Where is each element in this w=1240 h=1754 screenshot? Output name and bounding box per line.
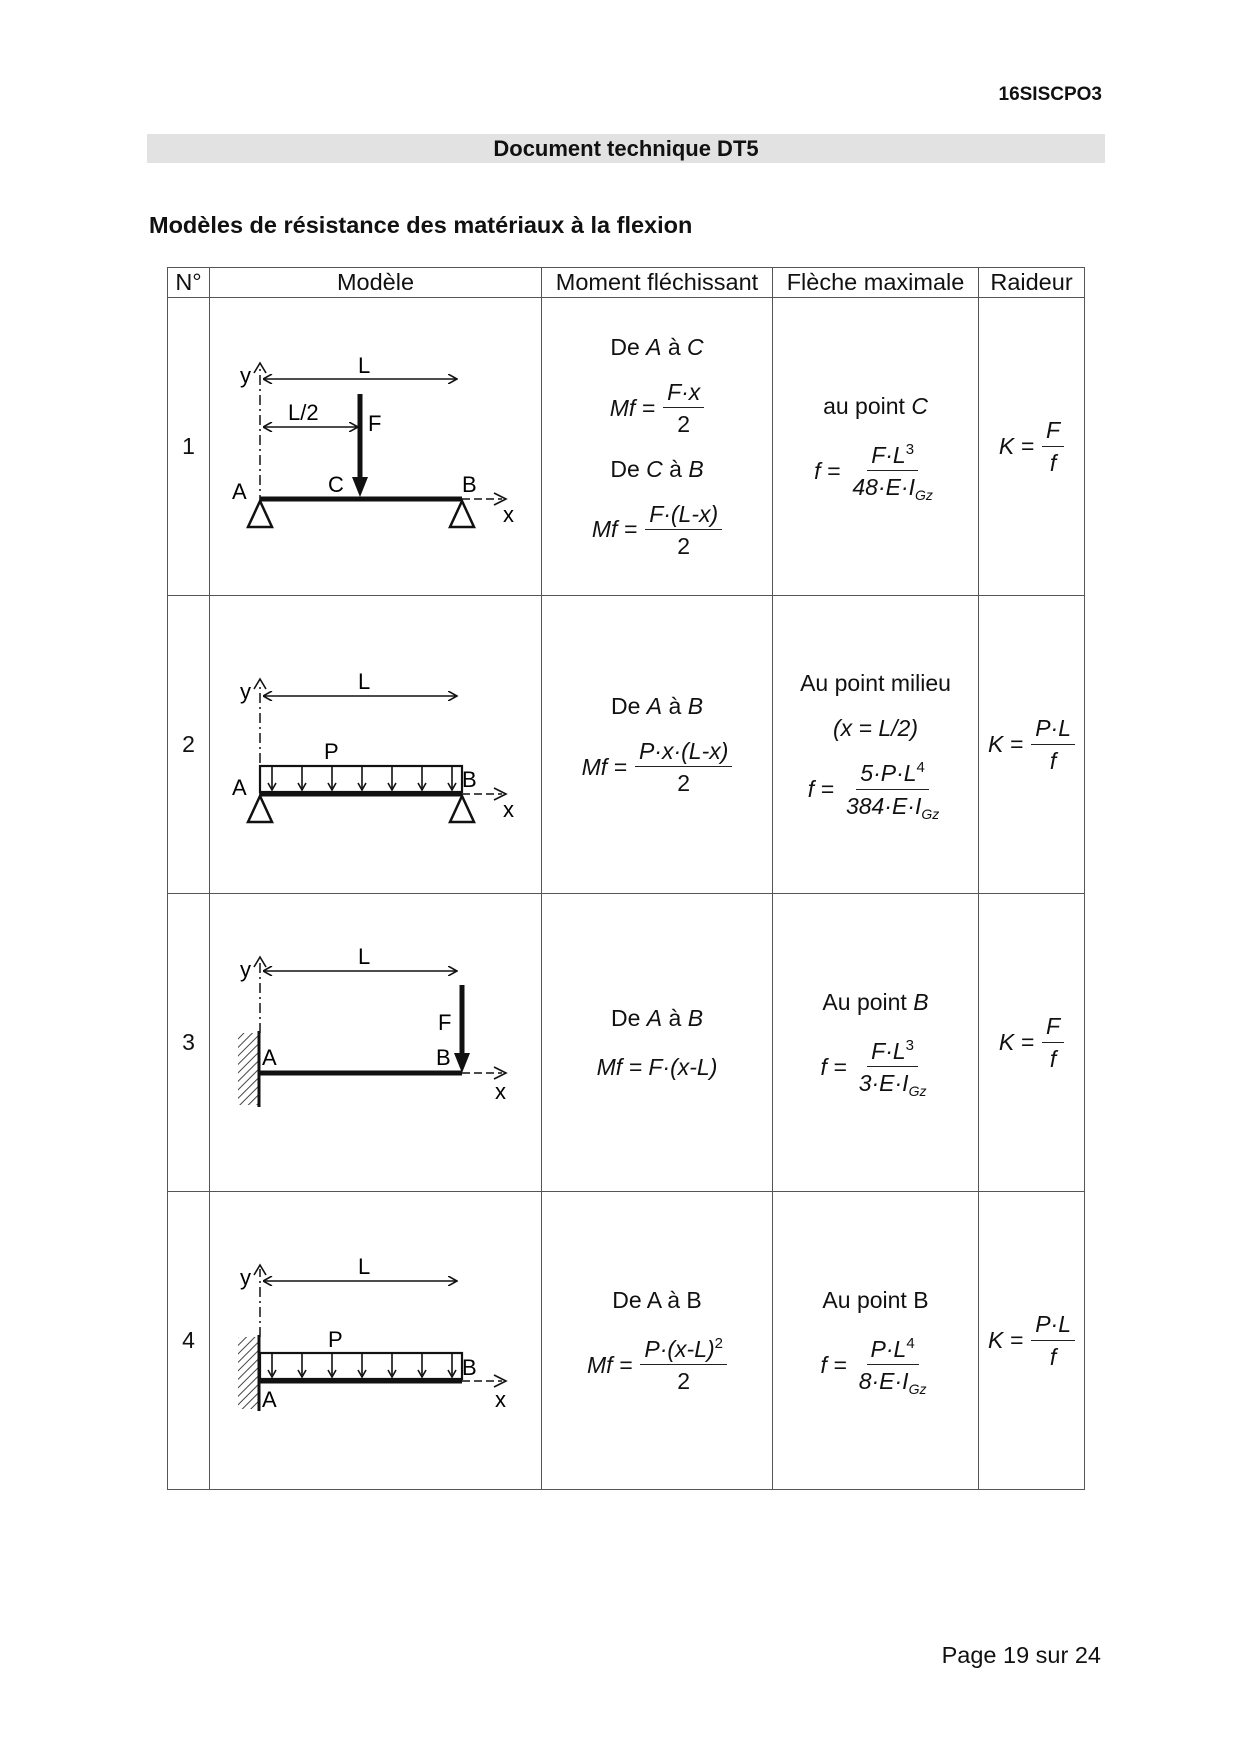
stiffness-cell [979,1192,1085,1490]
y-axis-label: y [239,1264,251,1290]
x-axis-label: x [502,796,514,822]
table-row [168,596,1085,894]
segment-label: De A à B [610,692,704,719]
point-B-label: B [461,1354,477,1380]
row-number: 2 [168,596,210,894]
segment-label: De A à B [610,1004,704,1031]
table-header-row [168,268,1085,298]
row-number: 1 [168,298,210,596]
point-A-label: A [261,1386,277,1412]
point-B-label: B [435,1044,451,1070]
deflection-point-label: au point C [823,392,928,419]
simply-supported-point-load-diagram [216,337,536,557]
section-title: Modèles de résistance des matériaux à la flexion [149,212,693,238]
stiffness-formula: K = $\frac{P\cdot L}{f}$ [988,1311,1075,1370]
dimension-L-label: L [357,352,370,378]
table-row [168,894,1085,1192]
deflection-formula: f = $\frac{F\cdot L^3}{3\cdot E\cdot I_{Gz}}$ [820,1036,927,1099]
row-number: 3 [168,894,210,1192]
point-A-label: A [231,478,247,504]
bending-moment-cell [542,1192,773,1490]
max-deflection-cell [773,596,979,894]
model-cell [210,298,542,596]
bending-models-table [167,267,1085,1490]
bending-moment-cell [542,596,773,894]
deflection-formula: f = $\frac{F\cdot L^3}{48\cdot E\cdot I_{Gz}}$ [814,440,933,503]
bending-moment-cell [542,894,773,1192]
dimension-L-label: L [357,668,370,694]
column-header-model: Modèle [210,268,542,298]
stiffness-formula: K = $\frac{F}{f}$ [999,417,1064,476]
row-number: 4 [168,1192,210,1490]
deflection-point-label: Au point milieu [800,670,951,697]
x-axis-label: x [494,1078,506,1104]
deflection-point-label: Au point B [822,1286,929,1313]
support-B-icon [450,501,474,527]
point-A-label: A [261,1044,277,1070]
point-B-label: B [461,766,477,792]
column-header-stiffness: Raideur [979,268,1085,298]
load-P-label: P [323,738,339,764]
page-title: Document technique DT5 [147,134,1105,163]
point-B-label: B [461,471,477,497]
bending-moment-formula: Mf = $\frac{F\cdot x}{2}$ [610,379,705,438]
model-cell [210,1192,542,1490]
point-A-label: A [231,774,247,800]
support-A-icon [248,796,272,822]
cantilever-distributed-load-diagram [216,1231,536,1451]
force-arrowhead-icon [352,477,368,497]
stiffness-formula: K = $\frac{P\cdot L}{f}$ [988,715,1075,774]
segment-label: De A à C [610,333,704,360]
fixed-support-wall [238,1033,258,1105]
max-deflection-cell [773,1192,979,1490]
stiffness-cell [979,894,1085,1192]
x-axis-label: x [494,1386,506,1412]
deflection-formula: f = $\frac{P\cdot L^4}{8\cdot E\cdot I_{Gz}}$ [820,1334,927,1397]
point-C-label: C [327,471,344,497]
y-axis-label: y [239,678,251,704]
column-header-bending-moment: Moment fléchissant [542,268,773,298]
stiffness-cell [979,298,1085,596]
simply-supported-distributed-load-diagram [216,635,536,855]
x-axis-label: x [502,501,514,527]
support-A-icon [248,501,272,527]
dimension-L-label: L [357,1253,370,1279]
stiffness-formula: K = $\frac{F}{f}$ [999,1013,1064,1072]
bending-moment-formula: Mf = $\frac{P\cdot x\cdot(L-x)}{2}$ [582,738,733,797]
max-deflection-cell [773,298,979,596]
bending-moment-formula: Mf = F·(x-L) [596,1053,718,1080]
support-B-icon [450,796,474,822]
page-number: Page 19 sur 24 [941,1642,1101,1668]
dimension-L-label: L [357,943,370,969]
table-row [168,298,1085,596]
column-header-number: N° [168,268,210,298]
load-arrows [268,1353,456,1377]
y-axis-arrow-icon [254,363,266,373]
deflection-point-label: Au point B [822,988,929,1015]
model-cell [210,894,542,1192]
model-cell [210,596,542,894]
deflection-formula: f = $\frac{5\cdot P\cdot L^4}{384\cdot E\cdot I_{Gz}}$ [807,759,940,822]
dimension-half-L-label: L/2 [287,399,319,425]
force-F-label: F [437,1009,451,1035]
cantilever-point-load-diagram [216,933,536,1153]
bending-moment-formula: Mf = $\frac{F\cdot(L-x)}{2}$ [592,501,722,560]
y-axis-label: y [239,362,251,388]
max-deflection-cell [773,894,979,1192]
load-P-label: P [327,1326,343,1352]
bending-moment-formula: Mf = $\frac{P\cdot(x-L)^2}{2}$ [587,1336,727,1395]
fixed-support-wall [238,1337,258,1409]
y-axis-label: y [239,956,251,982]
segment-label: De C à B [610,455,704,482]
table-row [168,1192,1085,1490]
force-arrowhead-icon [454,1053,470,1073]
column-header-max-deflection: Flèche maximale [773,268,979,298]
load-arrows [268,766,456,790]
stiffness-cell [979,596,1085,894]
document-code: 16SISCPO3 [998,84,1102,105]
bending-moment-cell [542,298,773,596]
force-F-label: F [367,410,381,436]
segment-label: De A à B [612,1286,702,1313]
deflection-condition: (x = L/2) [832,715,918,742]
